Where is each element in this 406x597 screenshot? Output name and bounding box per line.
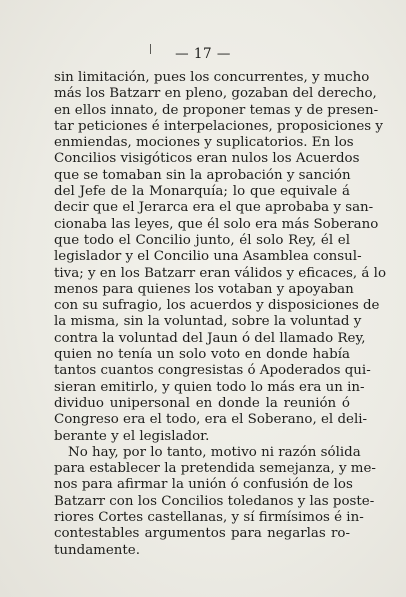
text-line: para establecer la pretendida semejanza, y me- <box>54 461 376 477</box>
paragraph-end-line: berante y el legislador. <box>54 428 210 444</box>
text-line: sieran emitirlo, y quien todo lo más era un in- <box>54 379 365 395</box>
text-line: dividuo unipersonal en donde la reunión ó <box>54 395 350 411</box>
text-line: con su sufragio, los acuerdos y disposiciones de <box>54 298 380 314</box>
text-line: tiva; y en los Batzarr eran válidos y eficaces, á lo <box>54 265 387 281</box>
text-line: tar peticiones é interpelaciones, proposiciones y <box>54 118 383 134</box>
text-line: Congreso era el todo, era el Soberano, el deli- <box>54 412 368 428</box>
text-line: del Jefe de la Monarquía; lo que equivale á <box>54 184 350 200</box>
paragraph-end-line: tundamente. <box>54 542 140 558</box>
text-line: enmiendas, mociones y suplicatorios. En los <box>54 135 354 151</box>
text-line: decir que el Jerarca era el que aprobaba y san- <box>54 200 374 216</box>
text-line: nos para afirmar la unión ó confusión de los <box>54 477 353 493</box>
text-line: más los Batzarr en pleno, gozaban del derecho, <box>54 86 377 102</box>
text-line: en ellos innato, de proponer temas y de presen- <box>54 102 379 118</box>
text-line: legislador y el Concilio una Asamblea consul- <box>54 249 362 265</box>
text-line: que se tomaban sin la aprobación y sanción <box>54 167 351 183</box>
text-line: que todo el Concilio junto, él solo Rey, él el <box>54 232 350 248</box>
paragraph-start-line: No hay, por lo tanto, motivo ni razón sólida <box>68 444 361 460</box>
body-text <box>54 70 387 559</box>
text-line: riores Cortes castellanas, y sí firmísimos é in- <box>54 510 364 526</box>
text-line: tantos cuantos congresistas ó Apoderados qui- <box>54 363 371 379</box>
text-line: sin limitación, pues los concurrentes, y mucho <box>54 70 370 85</box>
page-number: — 17 — <box>175 46 231 62</box>
text-line: Batzarr con los Concilios toledanos y las poste- <box>54 493 375 509</box>
text-line: Concilios visigóticos eran nulos los Acuerdos <box>54 151 360 167</box>
text-line: cionaba las leyes, que él solo era más Soberano <box>54 216 379 232</box>
text-line: quien no tenía un solo voto en donde había <box>54 347 350 363</box>
text-line: la misma, sin la voluntad, sobre la voluntad y <box>54 314 362 330</box>
text-line: contestables argumentos para negarlas ro- <box>54 526 350 542</box>
text-line: contra la voluntad del Jaun ó del llamado Rey, <box>54 330 366 346</box>
text-line: menos para quienes los votaban y apoyaban <box>54 281 354 297</box>
